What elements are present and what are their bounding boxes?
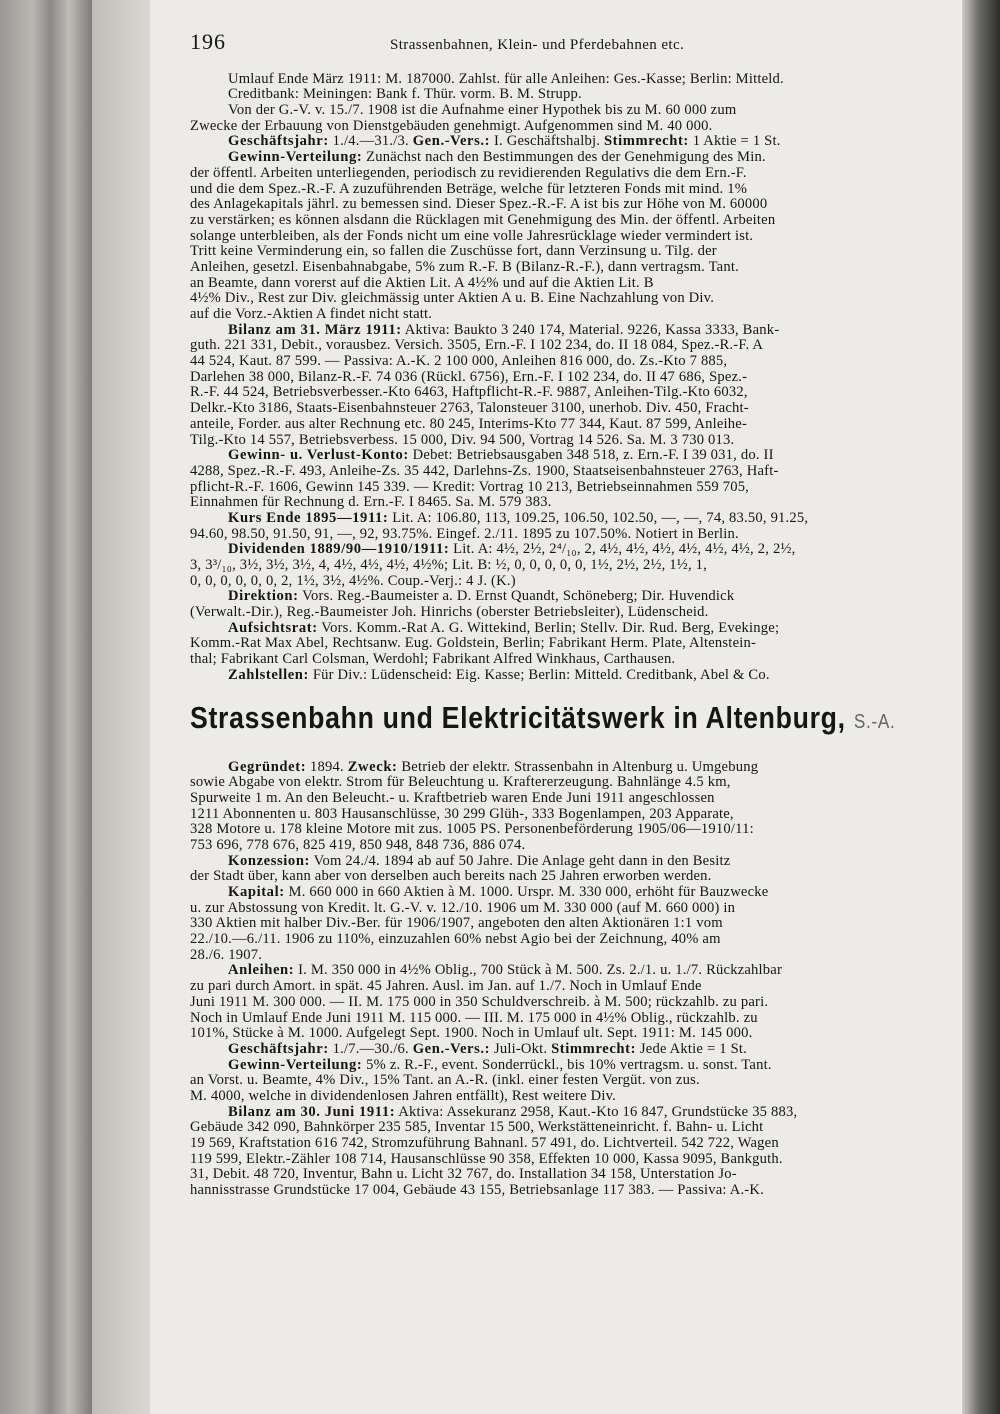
text-line	[190, 1042, 966, 1058]
text-run: Einnahmen für Rechnung d. Ern.-F. I 8465. Sa. M. 579 383.	[190, 495, 552, 511]
section-heading: Konzession:	[228, 853, 311, 869]
text-run: auf die Vorz.-Aktien A findet nicht statt.	[190, 307, 433, 323]
section-heading: Stimmrecht:	[603, 134, 689, 150]
section-heading: Bilanz am 31. März 1911:	[228, 322, 402, 338]
text-line	[190, 134, 966, 150]
text-run: 101%, Stücke à M. 1000. Aufgelegt Sept. 1900. Noch in Umlauf ult. Sept. 1911: M. 145 000.	[190, 1026, 753, 1042]
text-line	[190, 932, 966, 948]
text-line	[190, 385, 966, 401]
text-run: Vors. Komm.-Rat A. G. Wittekind, Berlin; Stellv. Dir. Rud. Berg, Evekinge;	[317, 620, 780, 636]
text-line	[190, 885, 966, 901]
section-heading: Geschäftsjahr:	[228, 1041, 329, 1057]
section-heading: Anleihen:	[228, 963, 295, 979]
text-line	[190, 901, 966, 917]
text-line	[190, 995, 966, 1011]
text-run: Debet: Betriebsausgaben 348 518, z. Ern.-F. I 39 031, do. II	[408, 448, 774, 464]
text-line	[190, 1089, 966, 1105]
text-line	[190, 760, 966, 776]
text-line	[190, 307, 966, 323]
text-run: Juli-Okt.	[490, 1041, 552, 1057]
section-heading: Gen.-Vers.:	[412, 134, 491, 150]
text-line	[190, 854, 966, 870]
text-run: 1894.	[306, 759, 348, 775]
text-run: Zunächst nach den Bestimmungen des der Genehmigung des Min.	[362, 150, 766, 166]
text-run: 22./10.—6./11. 1906 zu 110%, einzuzahlen 60% nebst Agio bei der Zeichnung, 40% am	[190, 932, 721, 948]
text-line	[190, 1183, 966, 1199]
text-run: hannisstrasse Grundstücke 17 004, Gebäude 43 155, Betriebsanlage 117 383. — Passiva: A.-K.	[190, 1183, 764, 1199]
company-title	[190, 699, 896, 750]
text-line	[190, 72, 966, 88]
text-run: 3, 3³/₁₀, 3½, 3½, 3½, 4, 4½, 4½, 4½, 4½%; Lit. B: ½, 0, 0, 0, 0, 0, 1½, 2½, 2½, 1½, 1,	[190, 558, 707, 574]
text-run: des Anlagekapitals jährl. zu bemessen sind. Dieser Spez.-R.-F. A ist bis zur Höhe von M. 60000	[190, 197, 768, 213]
text-run: Lit. A: 4½, 2½, 2⁴/₁₀, 2, 4½, 4½, 4½, 4½, 4½, 4½, 2, 2½,	[449, 542, 796, 558]
text-line	[190, 948, 966, 964]
text-run: sowie Abgabe von elektr. Strom für Beleuchtung u. Kraftererzeugung. Bahnlänge 4.5 km,	[190, 775, 731, 791]
text-line	[190, 542, 966, 558]
text-line	[190, 103, 966, 119]
text-line	[190, 652, 966, 668]
text-run: Anleihen, gesetzl. Eisenbahnabgabe, 5% zum R.-F. B (Bilanz-R.-F.), dann vertragsm. Tant.	[190, 259, 739, 275]
text-run: Spurweite 1 m. An den Beleucht.- u. Kraftbetrieb waren Ende Juni 1911 angeschlossen	[190, 790, 715, 806]
text-run: zu pari durch Amort. in spät. 45 Jahren. Ausl. im Jan. auf 1./7. Noch in Umlauf Ende	[190, 979, 702, 995]
text-line	[190, 182, 966, 198]
text-line	[190, 150, 966, 166]
text-line	[190, 963, 966, 979]
text-line	[190, 244, 966, 260]
text-run: 1211 Abonnenten u. 803 Hausanschlüsse, 30 299 Glüh-, 333 Bogenlampen, 203 Apparate,	[190, 806, 734, 822]
text-run: 119 599, Elektr.-Zähler 108 714, Hausanschlüsse 90 358, Effekten 10 000, Kassa 9095, Bankguth.	[190, 1151, 783, 1167]
text-line	[190, 916, 966, 932]
text-run: der Stadt über, kann aber von derselben auch bereits nach 25 Jahren erworben werden.	[190, 869, 712, 885]
text-run: pflicht-R.-F. 1606, Gewinn 145 339. — Kredit: Vortrag 10 213, Betriebseinnahmen 559 705,	[190, 479, 750, 495]
text-run: Komm.-Rat Max Abel, Rechtsanw. Eug. Goldstein, Berlin; Fabrikant Herm. Plate, Altenstein-	[190, 636, 757, 652]
page-edge-shadow	[962, 0, 1000, 1414]
text-run: Noch in Umlauf Ende Juni 1911 M. 115 000. — III. M. 175 000 in 4½% Oblig., rückzahlb. zu	[190, 1010, 758, 1026]
section-heading: Kurs Ende 1895—1911:	[228, 510, 389, 526]
text-run: 5% z. R.-F., event. Sonderrückl., bis 10% vertragsm. u. sonst. Tant.	[362, 1057, 772, 1073]
text-run: Umlauf Ende März 1911: M. 187000. Zahlst. für alle Anleihen: Ges.-Kasse; Berlin: Mitteld.	[228, 71, 784, 87]
text-line	[190, 869, 966, 885]
text-run: Jede Aktie = 1 St.	[636, 1041, 747, 1057]
text-run: Gebäude 342 090, Bahnkörper 235 585, Inventar 15 500, Werkstätteneinricht. f. Bahn- u. Licht	[190, 1120, 764, 1136]
text-line	[190, 197, 966, 213]
section-heading: Kapital:	[228, 885, 285, 901]
section-heading: Zweck:	[347, 759, 398, 775]
text-run: guth. 221 331, Debit., vorausbez. Versich. 3505, Ern.-F. I 102 234, do. II 18 084, Spez.-R.-F. A	[190, 338, 764, 354]
text-line	[190, 260, 966, 276]
text-run: u. zur Abstossung von Kredit. lt. G.-V. v. 12./10. 1906 um M. 330 000 (auf M. 660 000) in	[190, 900, 736, 916]
section-heading: Geschäftsjahr:	[228, 134, 329, 150]
text-line	[190, 495, 966, 511]
text-run: Juni 1911 M. 300 000. — II. M. 175 000 in 350 Schuldverschreib. à M. 500; rückzahlb. zu pari.	[190, 994, 769, 1010]
text-line	[190, 979, 966, 995]
page-text	[190, 29, 966, 1199]
text-line	[190, 589, 966, 605]
text-line	[190, 448, 966, 464]
section-heading: Gen.-Vers.:	[412, 1041, 491, 1057]
text-run: Von der G.-V. v. 15./7. 1908 ist die Aufnahme einer Hypothek bis zu M. 60 000 zum	[228, 103, 737, 119]
page-header	[190, 29, 966, 54]
text-line	[190, 807, 966, 823]
page-number: 196	[190, 29, 226, 54]
text-run: solange unterbleiben, als der Fonds nicht um eine volle Jahresrücklage wieder vermindert ist.	[190, 228, 754, 244]
text-line	[190, 791, 966, 807]
text-line	[190, 1026, 966, 1042]
text-run: Für Div.: Lüdenscheid: Eig. Kasse; Berlin: Mitteld. Creditbank, Abel & Co.	[308, 667, 770, 683]
text-line	[190, 775, 966, 791]
text-run: 28./6. 1907.	[190, 947, 263, 963]
text-run: 19 569, Kraftstation 616 742, Stromzuführung Bahnanl. 57 491, do. Lichtverteil. 542 722, Wagen	[190, 1136, 779, 1152]
text-run: M. 660 000 in 660 Aktien à M. 1000. Urspr. M. 330 000, erhöht für Bauzwecke	[284, 885, 769, 901]
text-line	[190, 323, 966, 339]
text-line	[190, 401, 966, 417]
text-line	[190, 511, 966, 527]
text-line	[190, 480, 966, 496]
text-line	[190, 1105, 966, 1121]
text-run: und die dem Spez.-R.-F. A zuzuführenden Beträge, welche für letzteren Fonds mit mind. 1%	[190, 181, 748, 197]
text-run: 4288, Spez.-R.-F. 493, Anleihe-Zs. 35 442, Darlehns-Zs. 1900, Staatseisenbahnsteuer 2763, Haft-	[190, 463, 779, 479]
text-run: 1./4.—31./3.	[328, 134, 413, 150]
section-heading: Aufsichtsrat:	[228, 620, 318, 636]
text-run: Tritt keine Verminderung ein, so fallen die Zuschüsse fort, dann Verzinsung u. Tilg. der	[190, 244, 717, 260]
section-altenburg	[190, 760, 966, 1199]
section-heading: Gewinn-Verteilung:	[228, 150, 363, 166]
section-heading: Stimmrecht:	[551, 1041, 637, 1057]
text-run: 31, Debit. 48 720, Inventur, Bahn u. Licht 32 767, do. Installation 34 158, Unterstation Jo-	[190, 1167, 737, 1183]
text-line	[190, 87, 966, 103]
text-run: R.-F. 44 524, Betriebsverbesser.-Kto 6463, Haftpflicht-R.-F. 9887, Anleihen-Tilg.-Kto 6032,	[190, 385, 748, 401]
company-name: Strassenbahn und Elektricitätswerk in Altenburg,	[190, 699, 846, 735]
text-line	[190, 166, 966, 182]
text-run: Delkr.-Kto 3186, Staats-Eisenbahnsteuer 2763, Talonsteuer 3100, unerhob. Div. 450, Fracht-	[190, 401, 749, 417]
text-line	[190, 370, 966, 386]
text-run: Aktiva: Baukto 3 240 174, Material. 9226, Kassa 3333, Bank-	[401, 322, 780, 338]
text-line	[190, 668, 966, 684]
text-line	[190, 527, 966, 543]
text-run: 1./7.—30./6.	[328, 1041, 413, 1057]
text-run: Zwecke der Erbauung von Dienstgebäuden genehmigt. Aufgenommen sind M. 40 000.	[190, 118, 713, 134]
text-line	[190, 605, 966, 621]
book-spine	[0, 0, 92, 1414]
text-run: 753 696, 778 676, 825 419, 850 948, 848 736, 886 074.	[190, 837, 526, 853]
text-run: 4½% Div., Rest zur Div. gleichmässig unter Aktien A u. B. Eine Nachzahlung von Div.	[190, 291, 715, 307]
section-heading: Zahlstellen:	[228, 667, 309, 683]
text-run: der öffentl. Arbeiten unterliegenden, periodisch zu revidierenden Regulativs die dem Ern.-F.	[190, 165, 747, 181]
text-run: 330 Aktien mit halber Div.-Ber. für 1906/1907, angeboten den alten Aktionären 1:1 vom	[190, 916, 723, 932]
text-run: 44 524, Kaut. 87 599. — Passiva: A.-K. 2 100 000, Anleihen 816 000, do. Zs.-Kto 7 885,	[190, 354, 728, 370]
text-line	[190, 822, 966, 838]
text-line	[190, 1152, 966, 1168]
text-run: anteile, Forder. aus alter Rechnung etc. 80 245, Interims-Kto 77 344, Kaut. 87 599, Anleihe-	[190, 416, 748, 432]
text-line	[190, 838, 966, 854]
text-run: Lit. A: 106.80, 113, 109.25, 106.50, 102.50, —, —, 74, 83.50, 91.25,	[388, 510, 809, 526]
text-line	[190, 1120, 966, 1136]
text-run: 328 Motore u. 178 kleine Motore mit zus. 1005 PS. Personenbeförderung 1905/06—1910/11:	[190, 822, 754, 838]
text-line	[190, 1167, 966, 1183]
text-line	[190, 338, 966, 354]
text-line	[190, 464, 966, 480]
text-line	[190, 621, 966, 637]
section-heading: Bilanz am 30. Juni 1911:	[228, 1104, 396, 1120]
text-line	[190, 276, 966, 292]
text-run: zu verstärken; es können alsdann die Rücklagen mit Genehmigung des Min. der öffentl. Arbeiten	[190, 212, 776, 228]
text-run: 1 Aktie = 1 St.	[688, 134, 781, 150]
section-heading: Gewinn- u. Verlust-Konto:	[228, 448, 409, 464]
text-run: Betrieb der elektr. Strassenbahn in Altenburg u. Umgebung	[397, 759, 759, 775]
text-run: Vors. Reg.-Baumeister a. D. Ernst Quandt, Schöneberg; Dir. Huvendick	[298, 589, 735, 605]
text-run: an Vorst. u. Beamte, 4% Div., 15% Tant. an A.-R. (inkl. einer festen Vergüt. von zus.	[190, 1073, 700, 1089]
text-run: an Beamte, dann vorerst auf die Aktien Lit. A 4½% und auf die Aktien Lit. B	[190, 275, 654, 291]
text-run: Vom 24./4. 1894 ab auf 50 Jahre. Die Anlage geht dann in den Besitz	[310, 853, 731, 869]
section-heading: Gewinn-Verteilung:	[228, 1057, 363, 1073]
section-previous-company	[190, 72, 966, 684]
text-line	[190, 574, 966, 590]
text-line	[190, 354, 966, 370]
text-line	[190, 213, 966, 229]
text-run: I. Geschäftshalbj.	[490, 134, 604, 150]
text-line	[190, 119, 966, 135]
text-run: 0, 0, 0, 0, 0, 0, 2, 1½, 3½, 4½%. Coup.-Verj.: 4 J. (K.)	[190, 573, 516, 589]
text-line	[190, 1073, 966, 1089]
text-run: M. 4000, welche in dividendenlosen Jahren entfällt), Rest weitere Div.	[190, 1088, 617, 1104]
text-line	[190, 433, 966, 449]
text-run: thal; Fabrikant Carl Colsman, Werdohl; Fabrikant Alfred Winkhaus, Carthausen.	[190, 652, 676, 668]
section-heading: Direktion:	[228, 589, 299, 605]
section-heading: Dividenden 1889/90—1910/1911:	[228, 542, 450, 558]
text-line	[190, 558, 966, 574]
text-run: Aktiva: Assekuranz 2958, Kaut.-Kto 16 847, Grundstücke 35 883,	[395, 1104, 798, 1120]
text-line	[190, 1058, 966, 1074]
text-line	[190, 1136, 966, 1152]
text-line	[190, 417, 966, 433]
text-run: Darlehen 38 000, Bilanz-R.-F. 74 036 (Rückl. 6756), Ern.-F. I 102 234, do. II 47 686, Spez.-	[190, 369, 748, 385]
text-run: I. M. 350 000 in 4½% Oblig., 700 Stück à M. 500. Zs. 2./1. u. 1./7. Rückzahlbar	[294, 963, 783, 979]
text-line	[190, 636, 966, 652]
text-run: (Verwalt.-Dir.), Reg.-Baumeister Joh. Hinrichs (oberster Betriebsleiter), Lüdenscheid.	[190, 605, 709, 621]
text-run: 94.60, 98.50, 91.50, 91, —, 92, 93.75%. Eingef. 2./11. 1895 zu 107.50%. Notiert in Berlin.	[190, 526, 739, 542]
running-title: Strassenbahnen, Klein- und Pferdebahnen etc.	[390, 37, 685, 53]
section-heading: Gegründet:	[228, 759, 307, 775]
text-run: Creditbank: Meiningen: Bank f. Thür. vorm. B. M. Strupp.	[228, 87, 582, 103]
text-line	[190, 291, 966, 307]
text-line	[190, 229, 966, 245]
text-line	[190, 1011, 966, 1027]
company-legal-form: S.-A.	[853, 710, 896, 733]
text-run: Tilg.-Kto 14 557, Betriebsverbess. 15 000, Div. 94 500, Vortrag 14 526. Sa. M. 3 730 013.	[190, 432, 735, 448]
